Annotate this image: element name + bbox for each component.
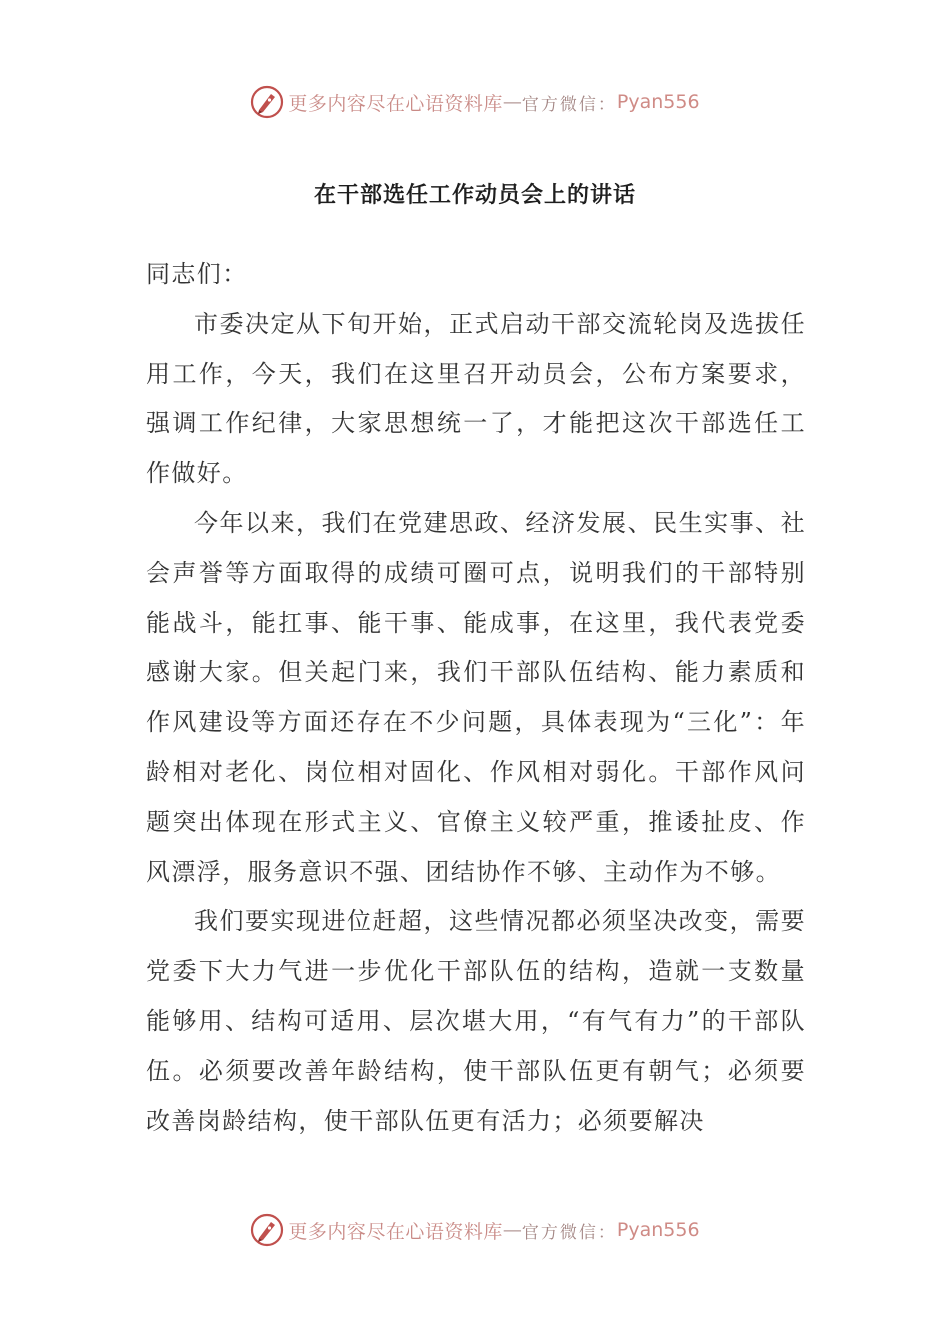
banner-brand-text: 更多内容尽在心语资料库 [288,92,503,115]
banner-wechat-id: Pyan556 [616,91,700,113]
salutation: 同志们： [146,260,248,288]
header-banner [0,82,950,122]
banner-wechat-label: 官方微信： [521,1222,617,1243]
banner-brand-text: 更多内容尽在心语资料库 [288,1220,503,1243]
document-body [146,250,806,1146]
footer-banner [0,1210,950,1250]
document-title: 在干部选任工作动员会上的讲话 [313,183,636,208]
banner-separator: — [502,91,522,113]
pen-nib-logo-icon [250,1213,284,1247]
pen-nib-logo-icon [250,85,284,119]
paragraph-3: 我们要实现进位赶超，这些情况都必须坚决改变，需要党委下大力气进一步优化干部队伍的结构，造就一支数量能够用、结构可适用、层次堪大用，“有气有力”的干部队伍。必须要改善年龄结构，使干部队伍更有朝气；必须要改善岗龄结构，使干部队伍更有活力；必须要解决 [146,907,806,1135]
banner-wechat-label: 官方微信： [521,94,617,115]
banner-wechat-id: Pyan556 [616,1219,700,1241]
paragraph-1: 市委决定从下旬开始，正式启动干部交流轮岗及选拔任用工作，今天，我们在这里召开动员会，公布方案要求，强调工作纪律，大家思想统一了，才能把这次干部选任工作做好。 [146,309,806,488]
paragraph-2: 今年以来，我们在党建思政、经济发展、民生实事、社会声誉等方面取得的成绩可圈可点，说明我们的干部特别能战斗，能扛事、能干事、能成事，在这里，我代表党委感谢大家。但关起门来，我们干部队伍结构、能力素质和作风建设等方面还存在不少问题，具体表现为“三化”：年龄相对老化、岗位相对固化、作风相对弱化。干部作风问题突出体现在形式主义、官僚主义较严重，推诿扯皮、作风漂浮，服务意识不强、团结协作不够、主动作为不够。 [146,508,806,886]
banner-separator: — [502,1219,522,1241]
